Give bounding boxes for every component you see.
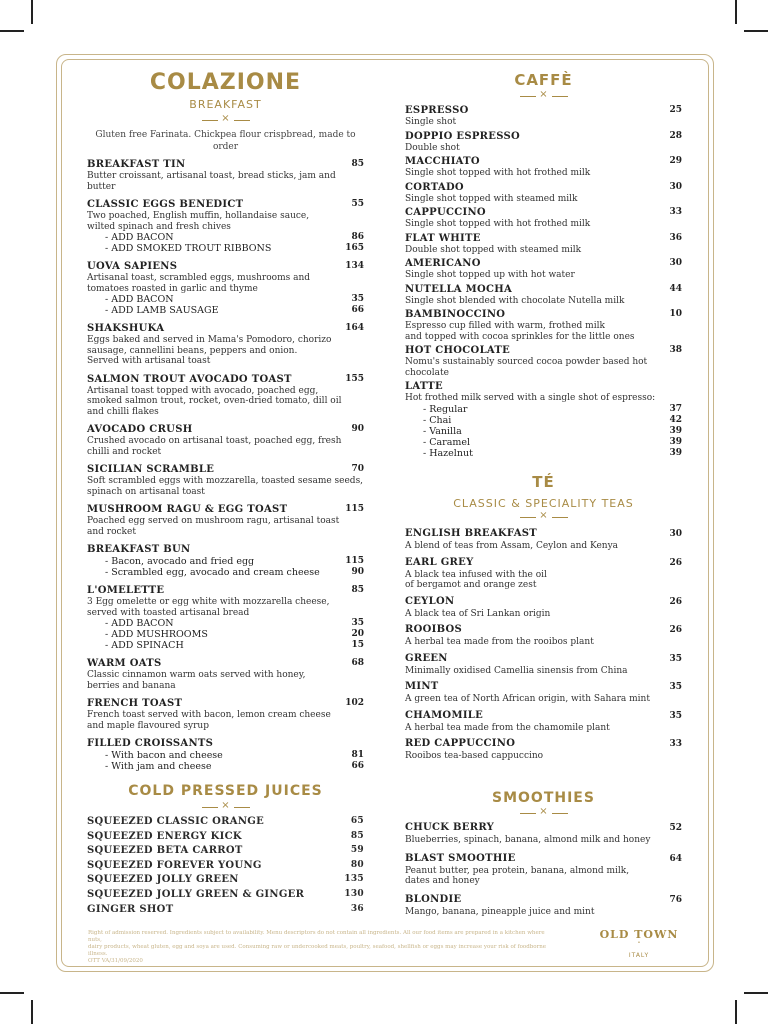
smoothies-title: SMOOTHIES	[492, 790, 595, 806]
menu-item	[405, 130, 682, 154]
item-name: AVOCADO CRUSH	[87, 424, 193, 435]
option-label: - ADD SPINACH	[105, 640, 184, 651]
item-name: BAMBINOCCINO	[405, 309, 506, 320]
item-description: Single shot topped up with hot water	[405, 270, 575, 280]
item-description: Single shot topped with hot frothed milk	[405, 168, 591, 178]
item-name: CHUCK BERRY	[405, 822, 495, 833]
option-price: 39	[669, 436, 682, 447]
menu-item	[405, 155, 682, 179]
juices-section	[87, 782, 364, 918]
menu-item	[87, 463, 364, 497]
item-name: RED CAPPUCCINO	[405, 738, 516, 749]
breakfast-note: Gluten free Farinata. Chickpea flour crispbread, made to order	[95, 130, 356, 152]
juice-price: 135	[344, 874, 364, 885]
item-description: Artisanal toast, scrambled eggs, mushrooms and	[87, 273, 311, 283]
item-description: sausage, cannellini beans, peppers and onion.	[87, 345, 298, 356]
item-description: berries and banana	[87, 680, 176, 691]
item-name: LATTE	[405, 381, 443, 392]
menu-item	[87, 260, 364, 316]
option-price: 86	[351, 232, 364, 242]
item-name: BLAST SMOOTHIE	[405, 852, 516, 864]
option-label: - With jam and cheese	[105, 761, 212, 772]
juice-item	[87, 904, 364, 919]
breakfast-subtitle: BREAKFAST	[189, 98, 262, 111]
item-description: Eggs baked and served in Mama's Pomodoro, chorizo	[87, 335, 332, 345]
item-option	[87, 761, 364, 772]
item-price: 115	[345, 504, 364, 514]
crop-mark	[31, 0, 33, 24]
ornament-divider: ×	[520, 809, 568, 817]
item-price: 35	[669, 653, 682, 664]
item-option	[87, 294, 364, 305]
item-description: and chilli flakes	[87, 406, 159, 417]
item-description: spinach on artisanal toast	[87, 486, 205, 497]
option-price: 35	[351, 618, 364, 628]
option-price: 35	[351, 294, 364, 304]
legal-footer	[88, 930, 558, 965]
option-label: - Chai	[423, 414, 452, 426]
item-description: A black tea infused with the oil	[405, 569, 547, 580]
option-price: 39	[669, 425, 682, 436]
item-description: and topped with cocoa sprinkles for the little ones	[405, 331, 635, 342]
crop-mark	[735, 0, 737, 24]
item-option	[405, 448, 682, 459]
item-price: 35	[669, 682, 682, 692]
item-description: Artisanal toast topped with avocado, poached egg,	[87, 385, 319, 396]
item-price: 85	[351, 585, 364, 595]
menu-item	[87, 737, 364, 772]
item-option	[405, 437, 682, 448]
juice-price: 65	[350, 816, 364, 826]
item-description: Single shot topped with hot frothed milk	[405, 219, 591, 229]
tea-list	[405, 527, 682, 762]
juice-list	[87, 816, 364, 918]
menu-item	[405, 206, 682, 230]
item-description: of bergamot and orange zest	[405, 580, 537, 590]
juice-price: 36	[350, 903, 364, 914]
option-price: 115	[345, 556, 364, 566]
item-description: Minimally oxidised Camellia sinensis from China	[405, 665, 628, 676]
breakfast-title: COLAZIONE	[149, 70, 302, 95]
item-description: Rooibos tea-based cappuccino	[405, 751, 544, 761]
menu-item	[405, 737, 682, 762]
item-description: Blueberries, spinach, banana, almond milk and honey	[405, 835, 651, 845]
item-description: A herbal tea made from the chamomile plant	[405, 722, 610, 733]
item-option	[87, 556, 364, 567]
menu-item	[405, 104, 682, 128]
option-label: - ADD LAMB SAUSAGE	[105, 305, 219, 316]
item-description: French toast served with bacon, lemon cream cheese	[87, 710, 331, 720]
juice-name: SQUEEZED BETA CARROT	[87, 845, 243, 857]
item-name: EARL GREY	[405, 556, 474, 568]
item-option	[87, 640, 364, 651]
old-town-logo	[594, 928, 684, 959]
juice-name: SQUEEZED JOLLY GREEN	[87, 874, 239, 886]
item-name: UOVA SAPIENS	[87, 261, 178, 272]
item-price: 30	[669, 181, 682, 192]
juice-item	[87, 860, 364, 875]
logo-sub: ITALY	[628, 952, 650, 959]
crop-mark	[0, 992, 24, 994]
menu-item	[405, 283, 682, 307]
item-price: 33	[669, 739, 682, 749]
option-price: 15	[351, 640, 364, 650]
menu-item	[405, 709, 682, 734]
item-option	[87, 750, 364, 761]
item-description: chilli and rocket	[87, 446, 162, 457]
item-name: BLONDIE	[405, 893, 462, 905]
item-name: WARM OATS	[87, 658, 162, 669]
menu-item	[87, 503, 364, 537]
menu-item	[405, 652, 682, 677]
item-price: 30	[669, 529, 682, 539]
item-option	[87, 567, 364, 578]
item-price: 102	[345, 698, 364, 708]
item-name: CHAMOMILE	[405, 709, 484, 721]
item-name: CEYLON	[405, 595, 455, 607]
footer-line: dairy products, wheat gluten, egg and soya are used. Consuming raw or undercooked meats, poultry, seafood, shellfish or eggs may increase your risk of foodborne illness.	[88, 944, 547, 957]
item-option	[87, 305, 364, 316]
item-description: Espresso cup filled with warm, frothed milk	[405, 321, 605, 331]
smoothie-list	[405, 821, 682, 917]
option-label: - Bacon, avocado and fried egg	[105, 556, 255, 567]
item-description: Two poached, English muffin, hollandaise sauce,	[87, 211, 310, 221]
item-name: MUSHROOM RAGU & EGG TOAST	[87, 504, 288, 515]
item-name: L'OMELETTE	[87, 585, 165, 596]
item-price: 38	[669, 345, 682, 355]
option-label: - Regular	[423, 403, 468, 415]
juice-name: SQUEEZED JOLLY GREEN & GINGER	[87, 888, 305, 900]
juice-item	[87, 889, 364, 904]
option-price: 39	[669, 447, 682, 458]
breakfast-list	[87, 158, 364, 772]
option-label: - ADD BACON	[105, 618, 174, 629]
crop-mark	[0, 30, 24, 32]
item-price: 164	[345, 323, 364, 333]
item-description: A black tea of Sri Lankan origin	[405, 608, 551, 619]
item-name: GREEN	[405, 652, 448, 664]
item-name: CAPPUCCINO	[405, 207, 486, 218]
item-option	[405, 415, 682, 426]
logo-dot: •	[637, 940, 641, 946]
teas-title: TÉ	[532, 473, 555, 491]
footer-line: OTT VA/31/09/2020	[88, 958, 143, 964]
option-label: - Hazelnut	[423, 447, 473, 459]
item-name: SICILIAN SCRAMBLE	[87, 464, 215, 475]
item-price: 70	[351, 464, 364, 474]
menu-item	[87, 158, 364, 192]
option-label: - ADD BACON	[105, 232, 174, 243]
item-description: tomatoes roasted in garlic and thyme	[87, 283, 258, 294]
juice-price: 80	[350, 859, 364, 870]
menu-item	[87, 584, 364, 651]
item-name: ENGLISH BREAKFAST	[405, 528, 538, 539]
item-name: MACCHIATO	[405, 156, 480, 167]
option-label: - ADD SMOKED TROUT RIBBONS	[105, 243, 272, 254]
item-price: 29	[669, 156, 682, 166]
caffe-title: CAFFÈ	[514, 71, 573, 89]
menu-item	[405, 380, 682, 459]
item-description: Crushed avocado on artisanal toast, poached egg, fresh	[87, 436, 342, 446]
item-name: CLASSIC EGGS BENEDICT	[87, 199, 244, 210]
menu-item	[405, 852, 682, 887]
option-label: - ADD BACON	[105, 294, 174, 305]
item-description: Peanut butter, pea protein, banana, almond milk,	[405, 865, 630, 876]
item-price: 25	[669, 105, 682, 115]
item-price: 134	[345, 261, 364, 271]
menu-item	[87, 322, 364, 367]
option-price: 42	[669, 414, 682, 425]
juice-name: SQUEEZED FOREVER YOUNG	[87, 859, 262, 871]
menu-item	[87, 697, 364, 731]
juice-price: 130	[344, 888, 364, 899]
menu-item	[405, 527, 682, 552]
option-price: 20	[351, 629, 364, 639]
item-description: wilted spinach and fresh chives	[87, 221, 231, 232]
ornament-divider: ×	[520, 513, 568, 521]
item-price: 90	[351, 424, 364, 434]
option-label: - With bacon and cheese	[105, 750, 223, 761]
item-price: 28	[669, 130, 682, 141]
item-price: 26	[669, 625, 682, 635]
footer-line: Right of admission reserved. Ingredients subject to availability. Menu descriptors do not contain all ingredients. All our food items are prepared in a kitchen where nuts,	[88, 930, 545, 943]
option-price: 165	[345, 243, 364, 253]
menu-item	[405, 181, 682, 205]
item-price: 30	[669, 258, 682, 268]
menu-item	[405, 257, 682, 281]
option-price: 90	[351, 567, 364, 577]
item-price: 155	[345, 373, 364, 384]
juice-item	[87, 845, 364, 860]
item-price: 35	[669, 710, 682, 721]
item-description: A green tea of North African origin, with Sahara mint	[405, 694, 650, 704]
menu-item	[87, 373, 364, 418]
juice-price: 85	[350, 830, 364, 841]
option-price: 37	[669, 403, 682, 414]
menu-item	[405, 623, 682, 648]
item-name: FILLED CROISSANTS	[87, 738, 214, 749]
item-name: BREAKFAST BUN	[87, 544, 191, 555]
item-name: SALMON TROUT AVOCADO TOAST	[87, 373, 292, 385]
menu-item	[87, 198, 364, 254]
left-column	[87, 68, 364, 778]
item-price: 26	[669, 557, 682, 568]
item-price: 10	[669, 309, 682, 319]
item-price: 64	[669, 853, 682, 864]
crop-mark	[31, 1000, 33, 1024]
item-name: SHAKSHUKA	[87, 323, 165, 334]
item-option	[87, 243, 364, 254]
juice-name: SQUEEZED CLASSIC ORANGE	[87, 816, 265, 827]
item-description: and rocket	[87, 526, 136, 537]
menu-item	[405, 308, 682, 342]
option-label: - Scrambled egg, avocado and cream cheese	[105, 567, 320, 578]
item-name: FRENCH TOAST	[87, 698, 183, 709]
item-option	[87, 629, 364, 640]
teas-section	[405, 472, 682, 766]
option-label: - Vanilla	[423, 425, 462, 437]
item-option	[87, 232, 364, 243]
juice-price: 59	[350, 845, 364, 856]
caffe-section	[405, 70, 682, 461]
item-option	[87, 618, 364, 629]
item-price: 55	[351, 199, 364, 209]
item-description: Butter croissant, artisanal toast, bread sticks, jam and butter	[87, 171, 336, 192]
item-description: Poached egg served on mushroom ragu, artisanal toast	[87, 516, 340, 526]
item-name: AMERICANO	[405, 258, 481, 269]
item-price: 33	[669, 207, 682, 217]
menu-item	[405, 344, 682, 378]
item-name: DOPPIO ESPRESSO	[405, 130, 521, 142]
logo-wordmark: OLD TOWN	[599, 928, 679, 941]
item-name: HOT CHOCOLATE	[405, 345, 511, 356]
item-price: 68	[351, 658, 364, 668]
item-description: A herbal tea made from the rooibos plant	[405, 637, 594, 647]
item-description: 3 Egg omelette or egg white with mozzarella cheese,	[87, 597, 330, 607]
caffe-list	[405, 104, 682, 459]
item-description: Single shot	[405, 117, 457, 127]
item-name: CORTADO	[405, 181, 464, 193]
item-description: Served with artisanal toast	[87, 356, 211, 366]
item-description: dates and honey	[405, 876, 480, 886]
teas-subtitle: CLASSIC & SPECIALITY TEAS	[453, 497, 634, 510]
item-name: MINT	[405, 681, 439, 692]
crop-mark	[744, 992, 768, 994]
item-name: ROOIBOS	[405, 624, 463, 635]
crop-mark	[735, 1000, 737, 1024]
ornament-divider: ×	[202, 803, 250, 811]
item-description: smoked salmon trout, rocket, oven-dried tomato, dill oil	[87, 396, 342, 406]
option-label: - ADD MUSHROOMS	[105, 629, 208, 640]
smoothies-section	[405, 789, 682, 923]
item-price: 44	[669, 283, 682, 294]
ornament-divider: ×	[520, 92, 568, 100]
juice-item	[87, 816, 364, 831]
item-description: Single shot blended with chocolate Nutella milk	[405, 295, 625, 306]
crop-mark	[744, 30, 768, 32]
option-price: 66	[351, 305, 364, 315]
item-description: served with toasted artisanal bread	[87, 607, 250, 618]
item-price: 36	[669, 232, 682, 243]
menu-item	[405, 556, 682, 591]
item-description: Double shot topped with steamed milk	[405, 244, 582, 255]
item-option	[405, 426, 682, 437]
item-description: Single shot topped with steamed milk	[405, 193, 578, 204]
item-name: BREAKFAST TIN	[87, 159, 186, 170]
menu-item	[405, 595, 682, 620]
menu-item	[405, 680, 682, 705]
item-price: 76	[669, 894, 682, 905]
item-description: Double shot	[405, 142, 460, 153]
juice-name: SQUEEZED ENERGY KICK	[87, 830, 242, 842]
item-description: A blend of teas from Assam, Ceylon and Kenya	[405, 541, 619, 551]
item-description: and maple flavoured syrup	[87, 720, 209, 731]
item-price: 85	[351, 159, 364, 169]
item-price: 52	[669, 823, 682, 833]
item-description: Classic cinnamon warm oats served with honey,	[87, 670, 306, 680]
menu-item	[405, 232, 682, 256]
juice-item	[87, 874, 364, 889]
item-price: 26	[669, 596, 682, 607]
item-description: Nomu's sustainably sourced cocoa powder based hot chocolate	[405, 357, 648, 378]
option-price: 81	[351, 750, 364, 760]
ornament-divider: ×	[202, 116, 250, 124]
item-description: Mango, banana, pineapple juice and mint	[405, 906, 595, 917]
menu-item	[87, 423, 364, 457]
juice-name: GINGER SHOT	[87, 903, 174, 915]
menu-item	[405, 893, 682, 918]
item-name: FLAT WHITE	[405, 232, 481, 244]
option-price: 66	[351, 761, 364, 771]
menu-item	[87, 657, 364, 691]
menu-item	[87, 543, 364, 578]
item-name: ESPRESSO	[405, 105, 469, 116]
menu-item	[405, 821, 682, 846]
item-description: Soft scrambled eggs with mozzarella, toasted sesame seeds,	[87, 476, 364, 486]
item-description: Hot frothed milk served with a single shot of espresso:	[405, 393, 656, 403]
item-option	[405, 404, 682, 415]
juices-title: COLD PRESSED JUICES	[128, 783, 323, 799]
item-name: NUTELLA MOCHA	[405, 283, 513, 295]
juice-item	[87, 831, 364, 846]
option-label: - Caramel	[423, 436, 471, 448]
